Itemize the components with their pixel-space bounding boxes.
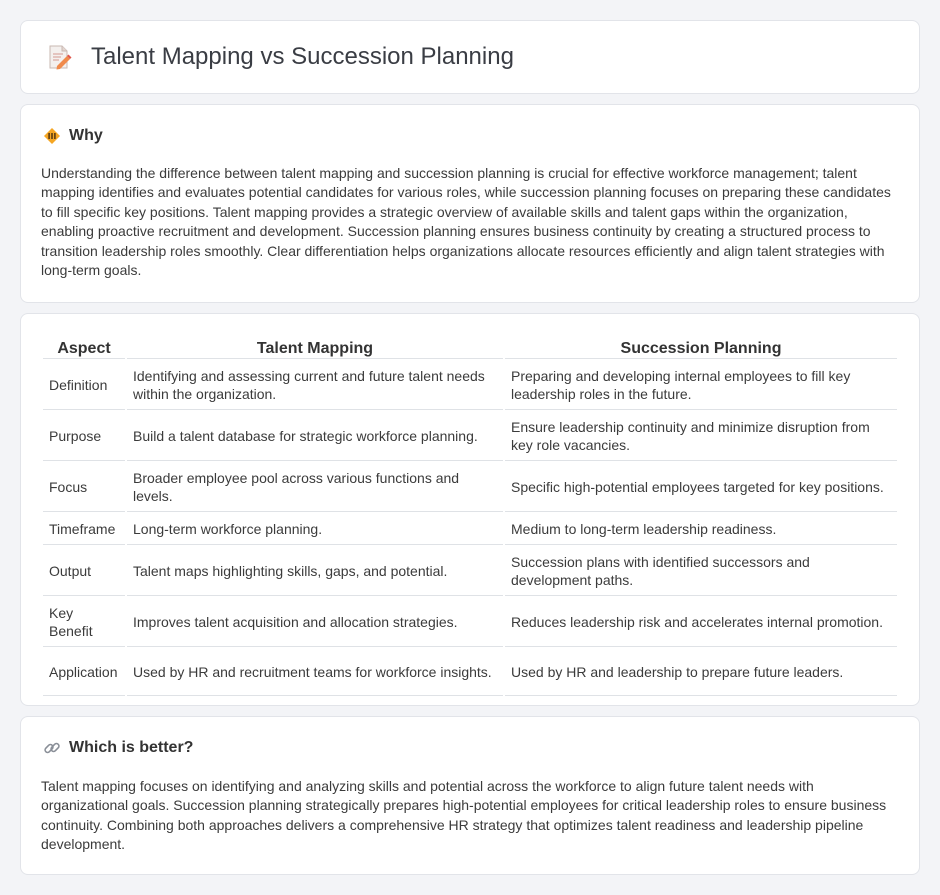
comparison-table [41, 334, 899, 698]
document-pencil-icon [45, 43, 73, 71]
succession-planning-cell: Preparing and developing internal employees to fill key leadership roles in the future. [505, 361, 897, 410]
aspect-cell: Timeframe [43, 514, 125, 545]
diamond-warning-icon [43, 127, 61, 145]
why-section [20, 104, 920, 303]
header-talent-mapping: Talent Mapping [127, 336, 503, 359]
succession-planning-cell: Succession plans with identified successors and development paths. [505, 547, 897, 596]
comparison-section [20, 313, 920, 706]
table-row [43, 514, 897, 545]
table-row [43, 412, 897, 461]
succession-planning-cell: Ensure leadership continuity and minimize disruption from key role vacancies. [505, 412, 897, 461]
aspect-cell: Purpose [43, 412, 125, 461]
better-heading: Which is better? [69, 739, 194, 756]
table-header-row [43, 336, 897, 359]
header-aspect: Aspect [43, 336, 125, 359]
why-text: Understanding the difference between talent mapping and succession planning is crucial for effective workforce management; talent mapping identifies and evaluates potential candidates for various roles, while succession planning focuses on preparing these candidates to fill specific key positions. Talent mapping provides a strategic overview of available skills and talent gaps within the organization, enabling proactive recruitment and development. Succession planning ensures business continuity by creating a structured process to transition leadership roles smoothly. Clear differentiation helps organizations allocate resources efficiently and align talent strategies with long-term goals. [41, 165, 891, 279]
table-row [43, 547, 897, 596]
aspect-cell: Definition [43, 361, 125, 410]
talent-mapping-cell: Improves talent acquisition and allocation strategies. [127, 598, 503, 647]
link-icon [43, 739, 61, 757]
title-row [45, 43, 514, 71]
table-row [43, 649, 897, 696]
talent-mapping-cell: Long-term workforce planning. [127, 514, 503, 545]
talent-mapping-cell: Broader employee pool across various functions and levels. [127, 463, 503, 512]
table-row [43, 361, 897, 410]
why-heading-row [43, 127, 103, 145]
table-row [43, 463, 897, 512]
succession-planning-cell: Specific high-potential employees targeted for key positions. [505, 463, 897, 512]
talent-mapping-cell: Build a talent database for strategic workforce planning. [127, 412, 503, 461]
title-card [20, 20, 920, 94]
succession-planning-cell: Reduces leadership risk and accelerates internal promotion. [505, 598, 897, 647]
table-row [43, 598, 897, 647]
talent-mapping-cell: Identifying and assessing current and future talent needs within the organization. [127, 361, 503, 410]
better-text: Talent mapping focuses on identifying and analyzing skills and potential across the workforce to align future talent needs with organizational goals. Succession planning strategically prepares high-potential employees for critical leadership roles to ensure business continuity. Combining both approaches delivers a comprehensive HR strategy that optimizes talent readiness and leadership pipeline development. [41, 778, 887, 853]
aspect-cell: Output [43, 547, 125, 596]
talent-mapping-cell: Used by HR and recruitment teams for workforce insights. [127, 649, 503, 696]
why-heading: Why [69, 127, 103, 144]
talent-mapping-cell: Talent maps highlighting skills, gaps, and potential. [127, 547, 503, 596]
succession-planning-cell: Used by HR and leadership to prepare future leaders. [505, 649, 897, 696]
succession-planning-cell: Medium to long-term leadership readiness. [505, 514, 897, 545]
header-succession-planning: Succession Planning [505, 336, 897, 359]
aspect-cell: Focus [43, 463, 125, 512]
page-title: Talent Mapping vs Succession Planning [91, 43, 514, 70]
aspect-cell: Key Benefit [43, 598, 125, 647]
aspect-cell: Application [43, 649, 125, 696]
which-better-section [20, 716, 920, 875]
better-heading-row [43, 739, 193, 757]
